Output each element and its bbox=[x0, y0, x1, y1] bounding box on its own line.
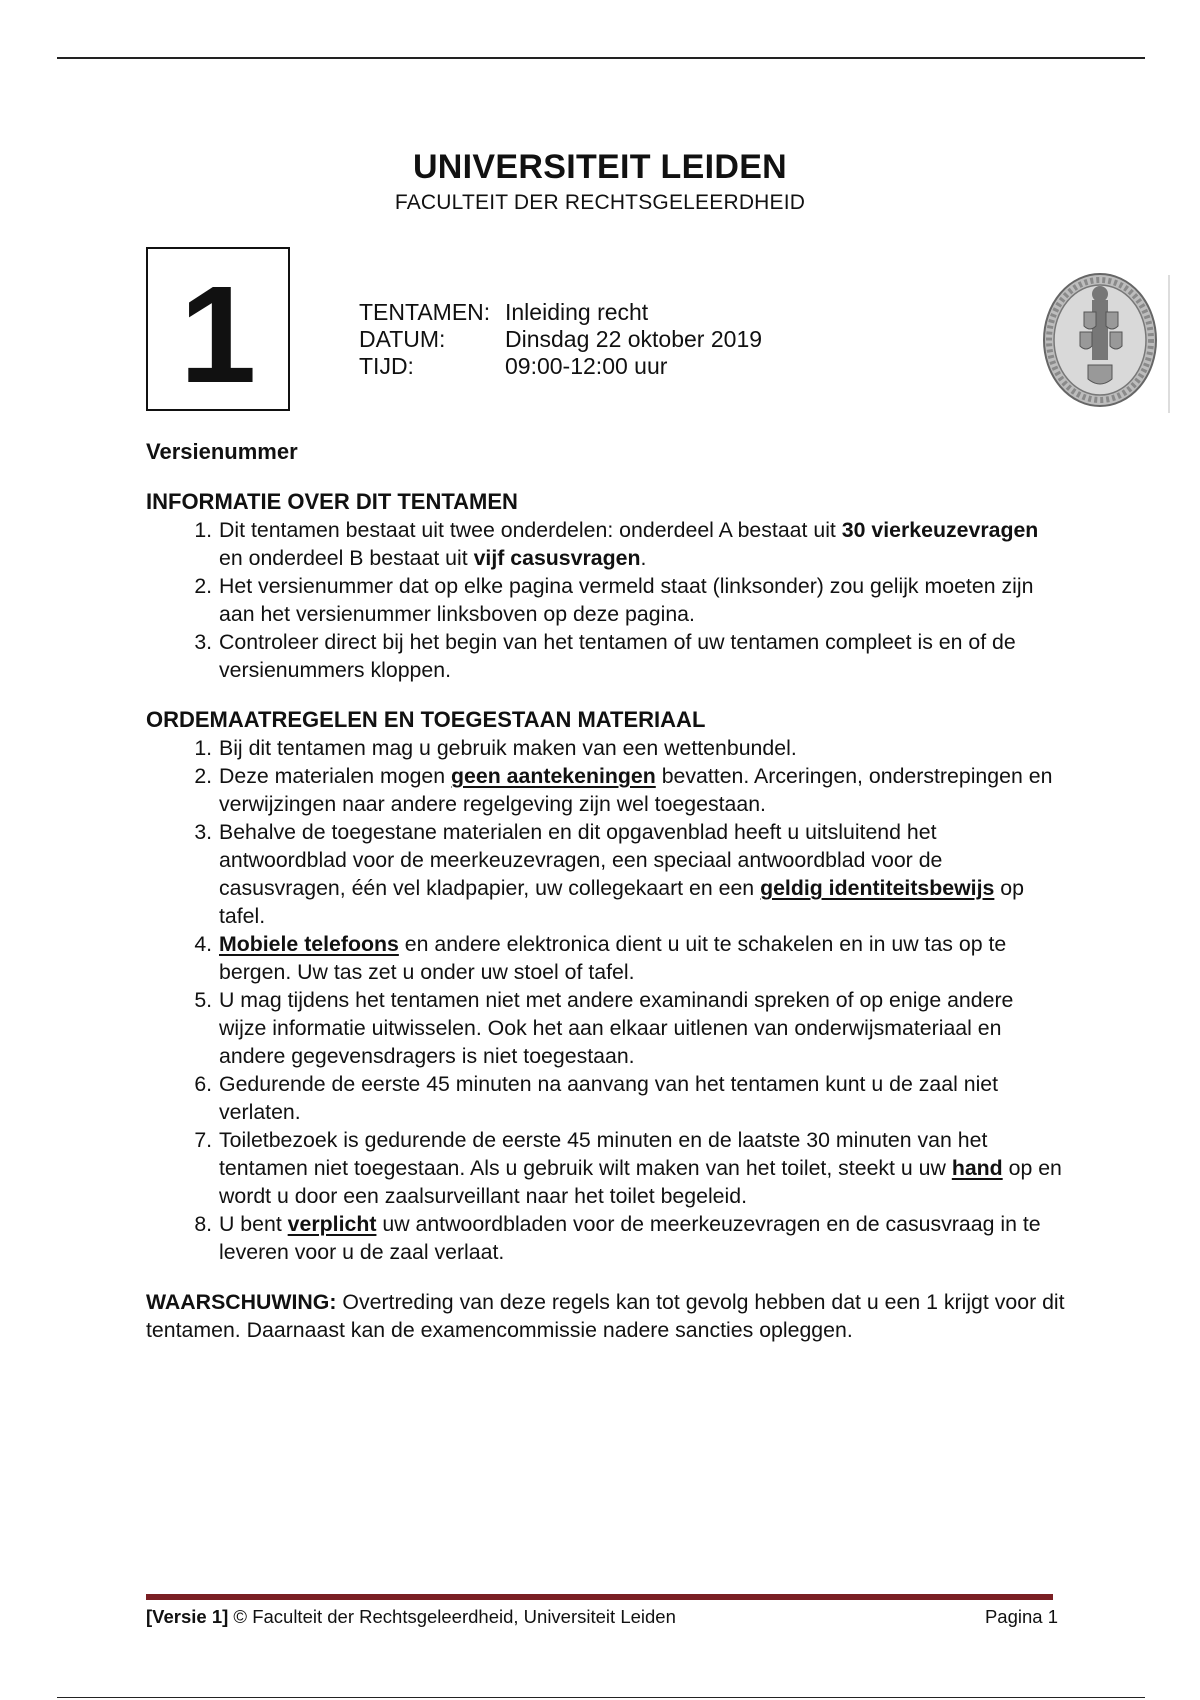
top-rule bbox=[57, 57, 1145, 59]
rules-item-3: 3. Behalve de toegestane materialen en dit opgavenblad heeft u uitsluitend het antwoordblad voor de meerkeuzevragen, een speciaal antwoordblad voor de casusvragen, één vel kladpapier, uw collegekaart en een geldig identiteitsbewijs op tafel. bbox=[218, 818, 1066, 930]
rules-item-4: 4. Mobiele telefoons en andere elektronica dient u uit te schakelen en in uw tas op te bergen. Uw tas zet u onder uw stoel of tafel. bbox=[218, 930, 1066, 986]
university-seal-icon bbox=[1040, 270, 1160, 410]
rules-item-8: 8. U bent verplicht uw antwoordbladen voor de meerkeuzevragen en de casusvraag in te leveren voor u de zaal verlaat. bbox=[218, 1210, 1066, 1266]
seal-edge-line bbox=[1168, 275, 1170, 413]
footer-left bbox=[146, 1605, 676, 1629]
version-number-box bbox=[146, 247, 290, 411]
rules-item-5: 5. U mag tijdens het tentamen niet met andere examinandi spreken of op enige andere wijze informatie uitwisselen. Ook het aan elkaar uitlenen van onderwijsmateriaal en andere gegevensdragers is niet toegestaan. bbox=[218, 986, 1066, 1070]
rules-item-2: 2. Deze materialen mogen geen aantekeningen bevatten. Arceringen, onderstrepingen en verwijzingen naar andere regelgeving zijn wel toegestaan. bbox=[218, 762, 1066, 818]
info-list bbox=[146, 516, 1066, 684]
rules-item-7: 7. Toiletbezoek is gedurende de eerste 45 minuten en de laatste 30 minuten van het tentamen niet toegestaan. Als u gebruik wilt maken van het toilet, steekt u uw hand op en wordt u door een zaalsurveillant naar het toilet begeleid. bbox=[218, 1126, 1066, 1210]
footer-bar bbox=[146, 1594, 1053, 1600]
exam-info bbox=[359, 299, 762, 380]
datum-label: DATUM: bbox=[359, 326, 446, 352]
warning-text: Overtreding van deze regels kan tot gevolg hebben dat u een 1 krijgt voor dit tentamen. Daarnaast kan de examencommissie nadere sancties opleggen. bbox=[146, 1290, 1065, 1342]
exam-row-datum bbox=[359, 326, 762, 353]
info-item-3: 3. Controleer direct bij het begin van het tentamen of uw tentamen compleet is en of de versienummers kloppen. bbox=[218, 628, 1066, 684]
datum-value: Dinsdag 22 oktober 2019 bbox=[505, 326, 763, 352]
warning-label: WAARSCHUWING: bbox=[146, 1290, 337, 1314]
info-item-2: 2. Het versienummer dat op elke pagina vermeld staat (linksonder) zou gelijk moeten zijn aan het versienummer linksboven op deze pagina. bbox=[218, 572, 1066, 628]
rules-list bbox=[146, 734, 1066, 1266]
rules-item-1: 1. Bij dit tentamen mag u gebruik maken van een wettenbundel. bbox=[218, 734, 1066, 762]
exam-row-tijd bbox=[359, 353, 762, 380]
tijd-value: 09:00-12:00 uur bbox=[505, 353, 668, 379]
version-label: Versienummer bbox=[146, 439, 298, 464]
info-item-1: 1. Dit tentamen bestaat uit twee onderdelen: onderdeel A bestaat uit 30 vierkeuzevragen en onderdeel B bestaat uit vijf casusvragen. bbox=[218, 516, 1066, 572]
faculty-subtitle: FACULTEIT DER RECHTSGELEERDHEID bbox=[394, 191, 806, 214]
footer-copyright: © Faculteit der Rechtsgeleerdheid, Universiteit Leiden bbox=[228, 1606, 676, 1627]
exam-row-tentamen bbox=[359, 299, 762, 326]
tentamen-value: Inleiding recht bbox=[505, 299, 649, 325]
page-header bbox=[0, 147, 1200, 217]
rules-item-6: 6. Gedurende de eerste 45 minuten na aanvang van het tentamen kunt u de zaal niet verlaten. bbox=[218, 1070, 1066, 1126]
page-footer bbox=[146, 1605, 1058, 1629]
footer-page-number: Pagina 1 bbox=[984, 1606, 1058, 1627]
university-title: UNIVERSITEIT LEIDEN bbox=[412, 148, 788, 186]
bottom-rule bbox=[57, 1697, 1145, 1698]
footer-version-tag: [Versie 1] bbox=[146, 1606, 229, 1627]
info-heading: INFORMATIE OVER DIT TENTAMEN bbox=[146, 489, 518, 514]
tijd-label: TIJD: bbox=[359, 353, 414, 379]
version-number: 1 bbox=[179, 258, 257, 412]
document-body bbox=[146, 438, 1066, 1344]
rules-heading: ORDEMAATREGELEN EN TOEGESTAAN MATERIAAL bbox=[146, 707, 706, 732]
warning-paragraph bbox=[146, 1288, 1066, 1344]
tentamen-label: TENTAMEN: bbox=[359, 299, 491, 325]
